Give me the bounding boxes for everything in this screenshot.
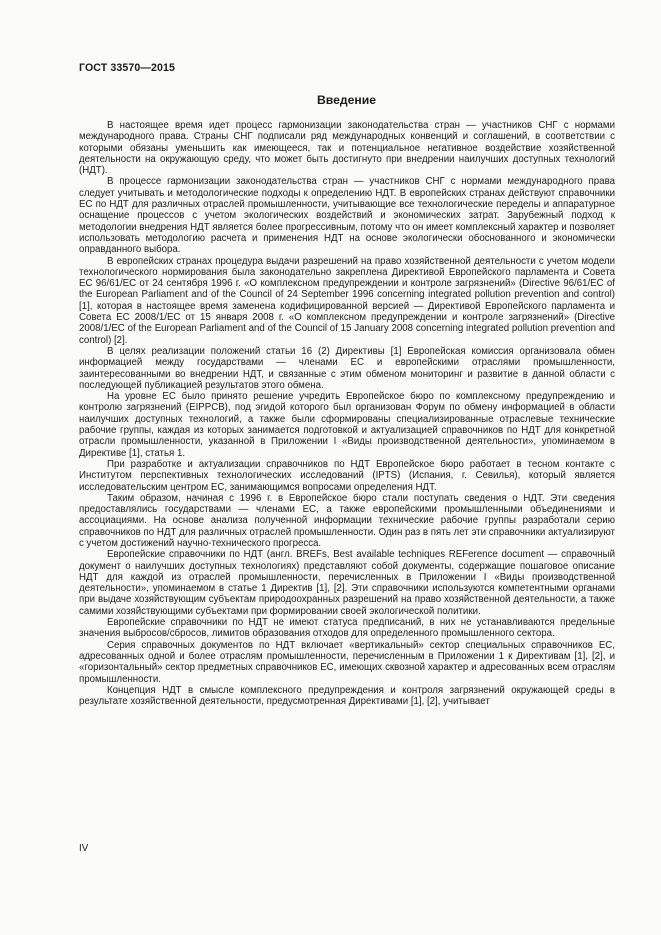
paragraph: На уровне ЕС было принято решение учредить Европейское бюро по комплексному предупреждению и контролю загрязнений (EIPPCB), под эгидой которого был организован Форум по обмену информацией в области наилучших доступных технологий, а также были сформированы специализированные отраслевые технические рабочие группы, каждая из которых занимается подготовкой и актуализацией справочников по НДТ для конкретной отрасли промышленности, указанной в Приложении I «Виды производственной деятельности», упоминаемом в Директиве [1], статья 1.: [79, 391, 615, 459]
paragraph: В целях реализации положений статьи 16 (2) Директивы [1] Европейская комиссия организовала обмен информацией между государствами — членами ЕС и европейскими отраслями промышленности, заинтересованными во внедрении НДТ, и связанные с этим обменом мониторинг и развитие в данной области с последующей публикацией результатов этого обмена.: [79, 345, 615, 391]
paragraph: Европейские справочники по НДТ не имеют статуса предписаний, в них не устанавливаются предельные значения выбросов/сбросов, лимитов образования отходов для определенного промышленного сектора.: [79, 617, 615, 640]
paragraph: Европейские справочники по НДТ (англ. BREFs, Best available techniques REFerence document — справочный документ о наилучших доступных технологиях) представляют собой документы, содержащие пошаговое описание НДТ для каждой из отраслей промышленности, перечисленных в Приложении I «Виды производственной деятельности», упоминаемом в статье 1 Директив [1], [2]. Эти справочники используются компетентными органами при выдаче хозяйствующим субъектам природоохранных разрешений на право хозяйственной деятельности, а также самими хозяйствующими субъектами при формировании своей экологической политики.: [79, 549, 615, 617]
body-text: [79, 120, 615, 707]
paragraph: В европейских странах процедура выдачи разрешений на право хозяйственной деятельности с учетом модели технологического нормирования была законодательно закреплена Директивой Европейского парламента и Совета ЕС 96/61/ЕС от 24 сентября 1996 г. «О комплексном предупреждении и контроле загрязнений» (Directive 96/61/EC of the European Parliament and of the Council of 24 September 1996 concerning integrated pollution prevention and control) [1], которая в настоящее время заменена кодифицированной версией — Директивой Европейского парламента и Совета ЕС 2008/1/ЕС от 15 января 2008 г. «О комплексном предупреждении и контроле загрязнений» (Directive 2008/1/EC of the European Parliament and of the Council of 15 January 2008 concerning integrated pollution prevention and control) [2].: [79, 255, 615, 346]
section-title: [0, 93, 661, 107]
paragraph: Серия справочных документов по НДТ включает «вертикальный» сектор специальных справочников ЕС, адресованных одной и более отраслям промышленности, перечисленным в Приложении 1 к Директивам [1], [2], и «горизонтальный» сектор предметных справочников ЕС, имеющих сквозной характер и адресованных всем отраслям промышленности.: [79, 639, 615, 685]
paragraph: Таким образом, начиная с 1996 г. в Европейское бюро стали поступать сведения о НДТ. Эти сведения предоставлялись государствами — членами ЕС, а также европейскими промышленными объединениями и ассоциациями. На основе анализа полученной информации технические рабочие группы разработали серию справочников по НДТ для различных отраслей промышленности. Один раз в пять лет эти справочники актуализируют с учетом достижений научно-технического прогресса.: [79, 492, 615, 549]
paragraph: При разработке и актуализации справочников по НДТ Европейское бюро работает в тесном контакте с Институтом перспективных технологических исследований (IPTS) (Испания, г. Севилья), который является исследовательским центром ЕС, занимающимся вопросами определения НДТ.: [79, 458, 615, 493]
section-title-text: Введение: [316, 93, 377, 107]
paragraph: Концепция НДТ в смысле комплексного предупреждения и контроля загрязнений окружающей среды в результате хозяйственной деятельности, предусмотренная Директивами [1], [2], учитывает: [79, 684, 615, 708]
page-number: IV: [79, 843, 89, 854]
paragraph: В настоящее время идет процесс гармонизации законодательства стран — участников СНГ с нормами международного права. Страны СНГ подписали ряд международных конвенций и соглашений, в соответствии с которыми обязаны уменьшить как имеющееся, так и потенциальное негативное воздействие хозяйственной деятельности на окружающую среду, что может быть достигнуто при внедрении наилучших доступных технологий (НДТ).: [79, 120, 615, 177]
paragraph: В процессе гармонизации законодательства стран — участников СНГ с нормами международного права следует учитывать и методологические подходы к определению НДТ. В европейских странах действуют справочники ЕС по НДТ для различных отраслей промышленности, учитывающие все технологические переделы и аппаратурное оснащение процессов с учетом экологических воздействий и экономических затрат. Зарубежный подход к методологии внедрения НДТ является более прогрессивным, потому что он имеет комплексный характер и позволяет использовать методологию расчета и применения НДТ на основе экологически обоснованного и экономически оправданного выбора.: [79, 176, 615, 256]
document-header: ГОСТ 33570—2015: [79, 62, 176, 74]
